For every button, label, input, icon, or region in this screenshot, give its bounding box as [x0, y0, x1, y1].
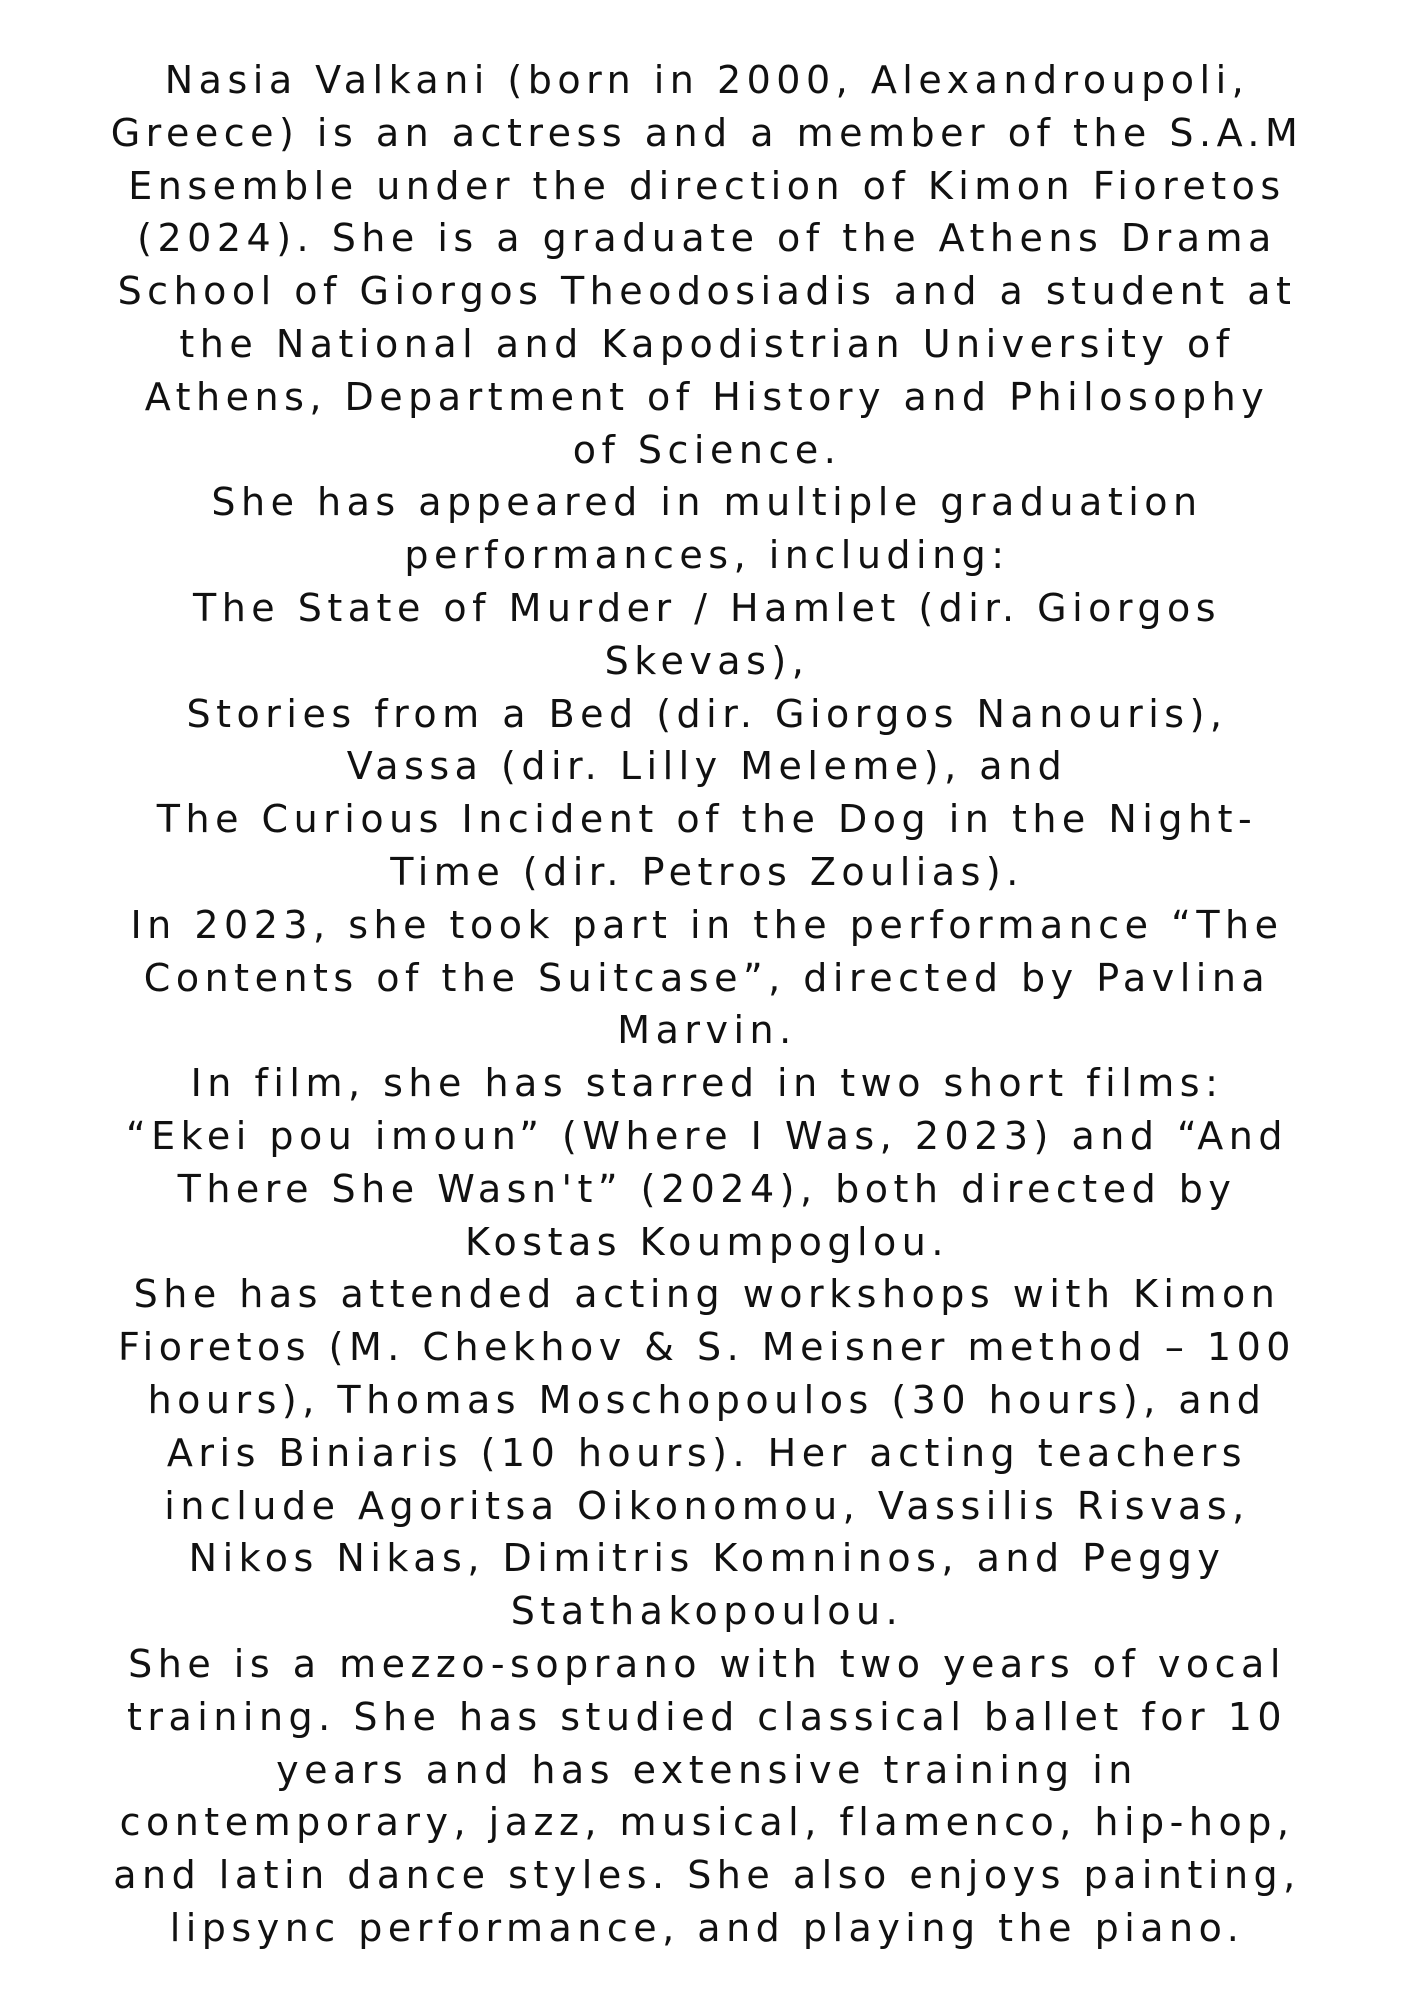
bio-line: She has attended acting workshops with Kimon [133, 1272, 1281, 1317]
bio-line: Stories from a Bed (dir. Giorgos Nanouris), [186, 691, 1228, 736]
bio-line: contemporary, jazz, musical, flamenco, hip-hop, [119, 1800, 1295, 1845]
bio-line: Kostas Koumpoglou. [465, 1219, 949, 1264]
bio-line: Fioretos (M. Chekhov & S. Meisner method – 100 [118, 1325, 1296, 1370]
bio-line: lipsync performance, and playing the piano. [169, 1905, 1245, 1950]
bio-line: In 2023, she took part in the performance “The [130, 902, 1284, 947]
bio-line: the National and Kapodistrian University of [179, 321, 1235, 366]
bio-line: In film, she has starred in two short films: [190, 1061, 1224, 1106]
bio-line: training. She has studied classical ballet for 10 [126, 1694, 1288, 1739]
bio-line: “Ekei pou imoun” (Where I Was, 2023) and “And [125, 1113, 1289, 1158]
bio-line: Marvin. [617, 1008, 797, 1053]
bio-line: She has appeared in multiple graduation [211, 480, 1203, 525]
bio-line: The Curious Incident of the Dog in the Night- [156, 797, 1258, 842]
bio-line: hours), Thomas Moschopoulos (30 hours), and [147, 1377, 1267, 1422]
bio-line: of Science. [572, 427, 842, 472]
bio-line: Nikos Nikas, Dimitris Komninos, and Peggy [188, 1536, 1226, 1581]
bio-line: Greece) is an actress and a member of the S.A.M [110, 110, 1304, 155]
bio-line: Nasia Valkani (born in 2000, Alexandroupoli, [164, 58, 1250, 102]
bio-line: Athens, Department of History and Philosophy [144, 374, 1270, 419]
bio-line: Aris Biniaris (10 hours). Her acting teachers [166, 1430, 1248, 1475]
bio-line: and latin dance styles. She also enjoys painting, [113, 1853, 1301, 1898]
bio-line: Skevas), [604, 638, 810, 683]
bio-line: performances, including: [404, 533, 1010, 578]
bio-line: School of Giorgos Theodosiadis and a student at [117, 269, 1297, 314]
bio-line: years and has extensive training in [276, 1747, 1138, 1792]
bio-line: Ensemble under the direction of Kimon Fioretos [128, 163, 1286, 208]
bio-line: include Agoritsa Oikonomou, Vassilis Risvas, [164, 1483, 1250, 1528]
bio-line: Contents of the Suitcase”, directed by Pavlina [143, 955, 1271, 1000]
bio-line: She is a mezzo-soprano with two years of vocal [128, 1641, 1286, 1686]
bio-line: The State of Murder / Hamlet (dir. Giorgos [193, 585, 1221, 630]
biography-text [50, 54, 1364, 1955]
bio-line: There She Wasn't” (2024), both directed by [177, 1166, 1237, 1211]
bio-line: (2024). She is a graduate of the Athens Drama [137, 216, 1277, 261]
bio-line: Time (dir. Petros Zoulias). [390, 849, 1024, 894]
bio-line: Stathakopoulou. [510, 1589, 904, 1634]
bio-line: Vassa (dir. Lilly Meleme), and [346, 744, 1068, 789]
